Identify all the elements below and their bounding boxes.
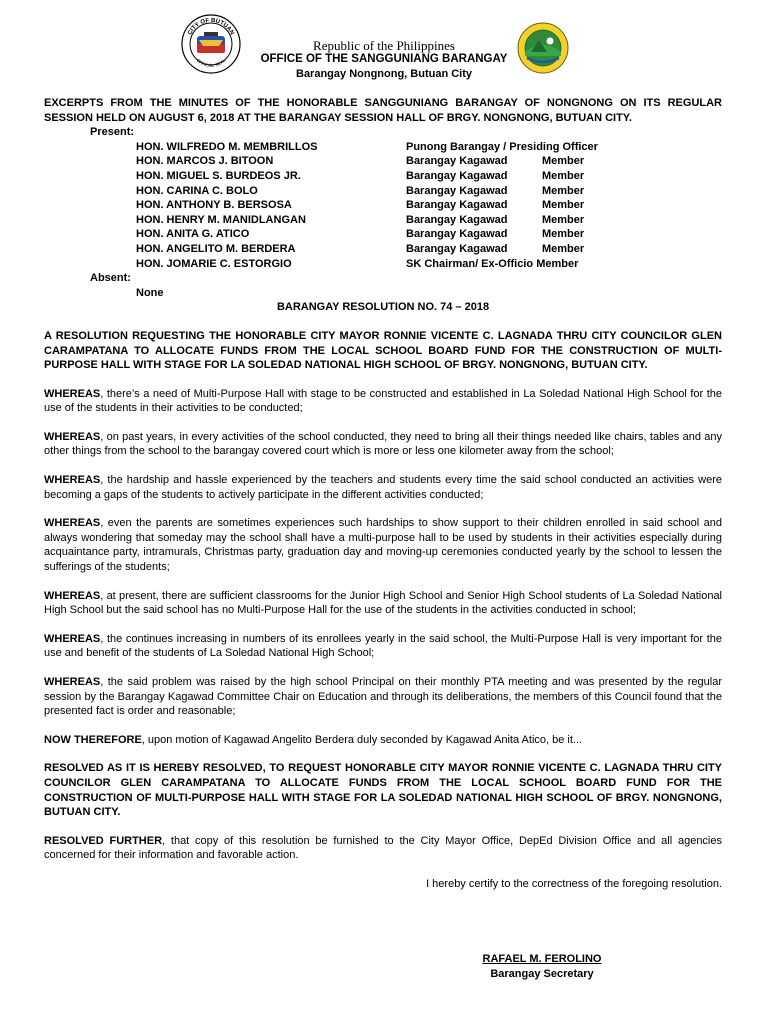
header-barangay: Barangay Nongnong, Butuan City <box>296 68 472 80</box>
signatory-name: RAFAEL M. FEROLINO <box>482 953 602 965</box>
attendee-row <box>44 184 722 199</box>
attendee-name: HON. JOMARIE C. ESTORGIO <box>136 257 292 270</box>
signatory-title: Barangay Secretary <box>490 967 594 980</box>
whereas-text: , on past years, in every activities of the school conducted, they need to bring all their things needed like chairs, tables and any other things from the school to the barangay covered court which is more or less one kilometer away from the school; <box>44 430 722 458</box>
resolved-lead: RESOLVED AS IT IS HEREBY RESOLVED <box>44 762 263 775</box>
attendee-role: Member <box>542 155 585 168</box>
header-republic: Republic of the Philippines <box>313 38 455 53</box>
attendee-name: HON. MIGUEL S. BURDEOS JR. <box>136 169 301 182</box>
whereas-paragraph <box>44 589 722 618</box>
attendee-role: Member <box>542 199 585 212</box>
attendee-role: Member <box>542 228 585 241</box>
attendee-row <box>44 154 722 169</box>
certification-line: I hereby certify to the correctness of the foregoing resolution. <box>426 877 722 890</box>
attendee-position: Barangay Kagawad <box>406 213 508 226</box>
whereas-paragraph <box>44 430 722 459</box>
whereas-paragraph <box>44 387 722 416</box>
present-label: Present: <box>90 126 135 139</box>
attendee-row <box>44 140 722 155</box>
attendee-position: Punong Barangay / Presiding Officer <box>406 140 598 153</box>
attendee-position: Barangay Kagawad <box>406 169 508 182</box>
whereas-paragraph <box>44 516 722 574</box>
attendee-name: HON. MARCOS J. BITOON <box>136 155 274 168</box>
attendee-name: HON. CARINA C. BOLO <box>136 184 258 197</box>
whereas-lead: WHEREAS <box>44 589 101 602</box>
document-body <box>44 96 722 892</box>
now-therefore-text: , upon motion of Kagawad Angelito Berdera duly seconded by Kagawad Anita Atico, be it... <box>141 733 583 746</box>
attendee-row <box>44 169 722 184</box>
intro-paragraph: EXCERPTS FROM THE MINUTES OF THE HONORABLE SANGGUNIANG BARANGAY OF NONGNONG ON ITS REGULAR SESSION HELD ON AUGUST 6, 2018 AT THE BARANGAY SESSION HALL OF BRGY. NONGNONG, BUTUAN CITY. <box>44 97 722 124</box>
whereas-text: , the continues increasing in numbers of its enrollees yearly in the said school, the Multi-Purpose Hall is very important for the use and benefit of the students of La Soledad National High School; <box>44 632 722 660</box>
attendee-name: HON. HENRY M. MANIDLANGAN <box>136 213 306 226</box>
svg-text:CITY OF BUTUAN: CITY OF BUTUAN <box>187 17 235 37</box>
attendee-name: HON. ANITA G. ATICO <box>136 228 250 241</box>
resolved-paragraph <box>44 761 722 819</box>
resolved-text: , TO REQUEST HONORABLE CITY MAYOR RONNIE VICENTE C. LAGNADA THRU CITY COUNCILOR GLEN CARAMPATANA TO ALLOCATE FUNDS FROM THE LOCAL SCHOOL BOARD FUND FOR THE CONSTRUCTION OF MULTI-PURPOSE HALL WITH STAGE FOR LA SOLEDAD NATIONAL HIGH SCHOOL OF BRGY. NONGNONG, BUTUAN CITY. <box>44 762 722 819</box>
whereas-paragraph <box>44 473 722 502</box>
attendee-row <box>44 213 722 228</box>
attendee-role: Member <box>542 213 585 226</box>
attendee-position: SK Chairman/ Ex-Officio Member <box>406 257 579 270</box>
signature-block <box>432 952 652 981</box>
attendee-position: Barangay Kagawad <box>406 228 508 241</box>
svg-text:OFFICIAL SEAL: OFFICIAL SEAL <box>195 57 227 69</box>
whereas-lead: WHEREAS <box>44 517 101 530</box>
attendee-position: Barangay Kagawad <box>406 184 508 197</box>
attendee-name: HON. ANTHONY B. BERSOSA <box>136 199 292 212</box>
attendee-position: Barangay Kagawad <box>406 242 508 255</box>
whereas-lead: WHEREAS <box>44 676 101 688</box>
whereas-text: , there’s a need of Multi-Purpose Hall with stage to be constructed and established in La Soledad National High School for the use of the students in their activities to be conducted; <box>44 387 722 415</box>
attendee-row <box>44 198 722 213</box>
now-therefore-lead: NOW THEREFORE <box>44 733 142 746</box>
attendee-list <box>44 140 722 271</box>
attendee-position: Barangay Kagawad <box>406 199 508 212</box>
attendee-row <box>44 257 722 272</box>
attendee-name: HON. ANGELITO M. BERDERA <box>136 242 296 255</box>
attendee-role: Member <box>542 184 585 197</box>
whereas-lead: WHEREAS <box>44 387 101 400</box>
absent-label: Absent: <box>90 272 131 285</box>
whereas-lead: WHEREAS <box>44 632 101 645</box>
header-office: OFFICE OF THE SANGGUNIANG BARANGAY <box>260 53 508 65</box>
absent-value: None <box>136 286 164 299</box>
whereas-text: , the hardship and hassle experienced by the teachers and students every time the said school conducted an activities were becoming a gaps of the students to actively participate in the different activities conducted; <box>44 474 722 501</box>
resolution-number: BARANGAY RESOLUTION NO. 74 – 2018 <box>276 301 490 314</box>
whereas-lead: WHEREAS <box>44 430 101 443</box>
whereas-text: , at present, there are sufficient classrooms for the Junior High School and Senior High School students of La Soledad National High School but the said school has no Multi-Purpose Hall for the use of the students in the activities conducted in school; <box>44 589 722 617</box>
resolved-further-text: , that copy of this resolution be furnished to the City Mayor Office, DepEd Division Office and all agencies concerned for their information and favorable action. <box>44 834 722 862</box>
whereas-paragraph <box>44 675 722 719</box>
attendee-row <box>44 227 722 242</box>
resolution-title: A RESOLUTION REQUESTING THE HONORABLE CITY MAYOR RONNIE VICENTE C. LAGNADA THRU CITY COUNCILOR GLEN CARAMPATANA TO ALLOCATE FUNDS FROM THE LOCAL SCHOOL BOARD FUND FOR THE CONSTRUCTION OF MULTI-PURPOSE HALL WITH STAGE FOR LA SOLEDAD NATIONAL HIGH SCHOOL OF BRGY. NONGNONG, BUTUAN CITY. <box>44 329 722 372</box>
whereas-lead: WHEREAS <box>44 474 101 487</box>
resolved-further-paragraph <box>44 834 722 863</box>
attendee-name: HON. WILFREDO M. MEMBRILLOS <box>136 140 318 153</box>
attendee-position: Barangay Kagawad <box>406 155 508 168</box>
attendee-role: Member <box>542 242 585 255</box>
attendee-role: Member <box>542 169 585 182</box>
whereas-paragraph <box>44 632 722 661</box>
attendee-row <box>44 242 722 257</box>
now-therefore-paragraph <box>44 733 722 748</box>
resolved-further-lead: RESOLVED FURTHER <box>44 834 163 847</box>
whereas-text: , even the parents are sometimes experiences such hardships to show support to their children enrolled in said school and always wondering that someday may the school shall have a multi-purpose hall to be used by students in their activities especially during acquaintance party, intramurals, Christmas party, graduation day and moving-up ceremonies conducted yearly by the school to lessen the sufferings of the students; <box>44 517 722 574</box>
whereas-text: , the said problem was raised by the high school Principal on their monthly PTA meeting and was presented by the regular session by the Barangay Kagawad Committee Chair on Education and through its deliberations, the members of this Council found that the presented fact is order and reasonable; <box>44 676 722 718</box>
